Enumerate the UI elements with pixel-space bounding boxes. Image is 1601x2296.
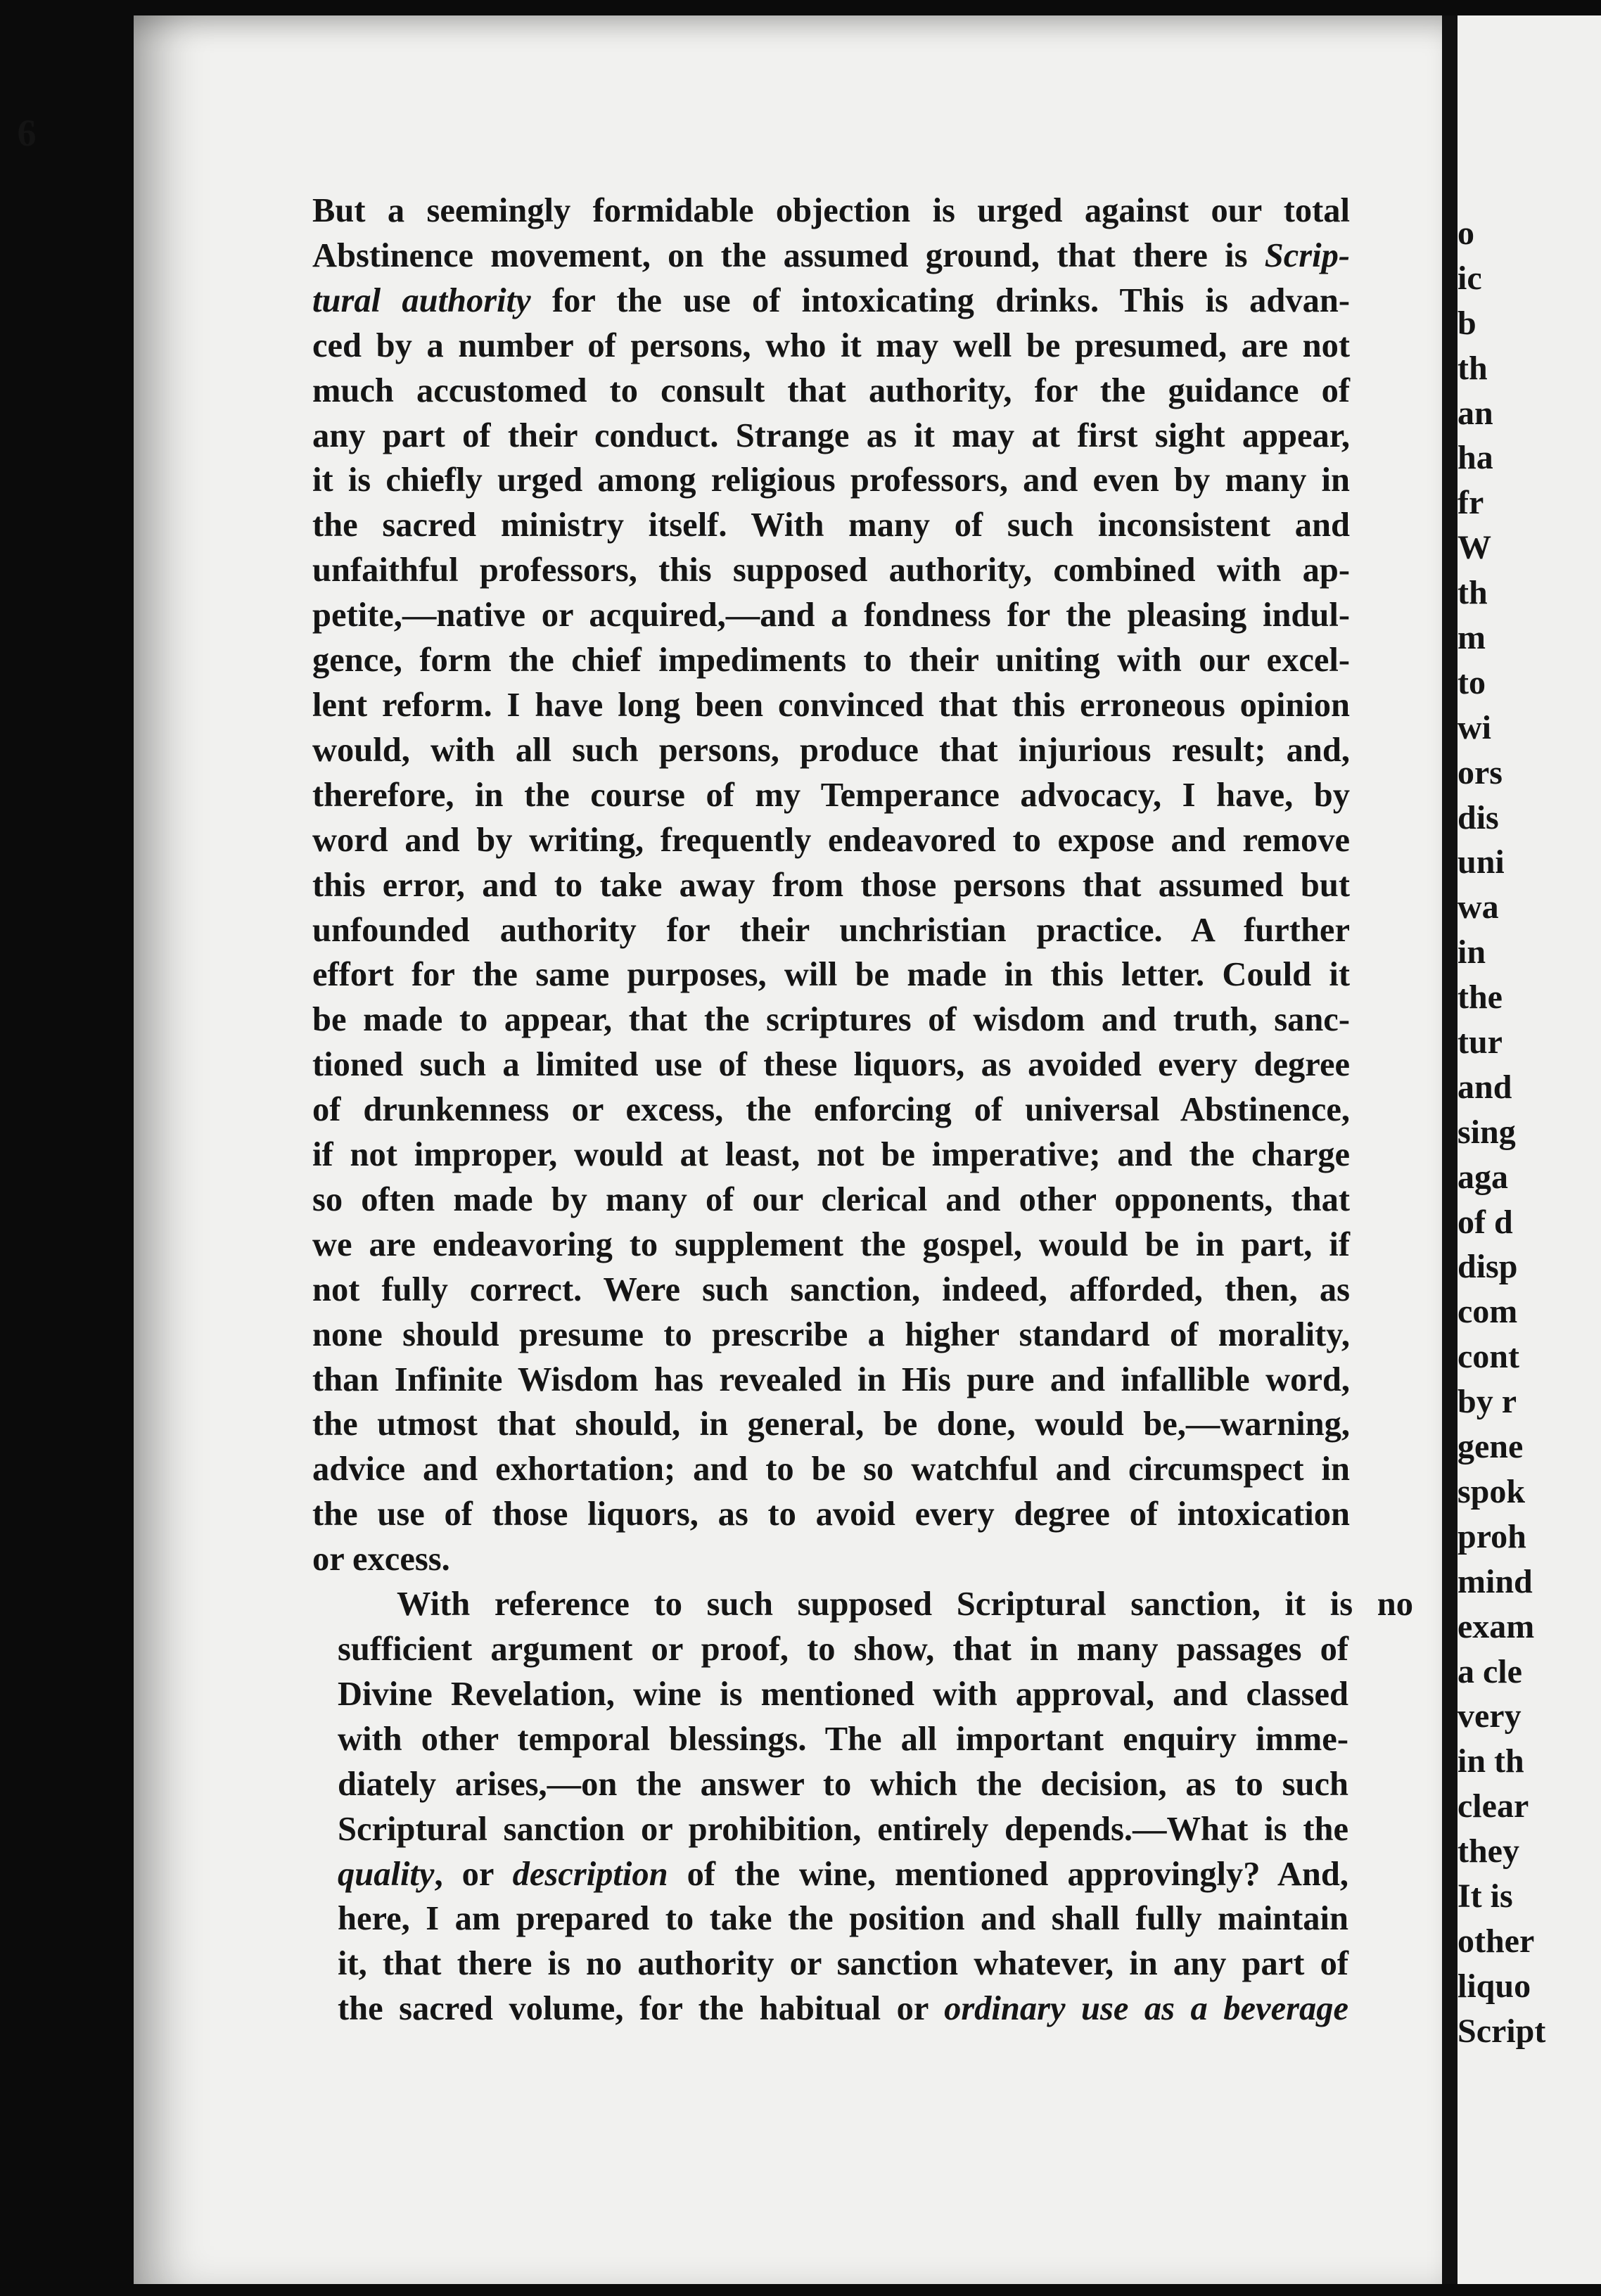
text-line: unfaithful professors, this supposed authority, combined with ap- — [312, 551, 1350, 589]
facing-text-fragment: gene — [1458, 1428, 1524, 1466]
text-line: none should presume to prescribe a higher standard of morality, — [312, 1315, 1350, 1353]
facing-text-fragment: to — [1458, 663, 1486, 701]
text-line: therefore, in the course of my Temperance advocacy, I have, by — [312, 776, 1350, 814]
facing-text-fragment: fr — [1458, 484, 1484, 522]
text-line: word and by writing, frequently endeavored to expose and remove — [312, 821, 1350, 859]
text-line: this error, and to take away from those persons that assumed but — [312, 866, 1350, 904]
text-line: with other temporal blessings. The all important enquiry imme- — [338, 1720, 1348, 1758]
facing-text-fragment: o — [1458, 215, 1474, 252]
text-line: than Infinite Wisdom has revealed in His pure and infallible word, — [312, 1360, 1350, 1398]
facing-text-fragment: dis — [1458, 798, 1499, 836]
text-line: unfounded authority for their unchristian practice. A further — [312, 911, 1350, 949]
text-line: the use of those liquors, as to avoid every degree of intoxication — [312, 1495, 1350, 1533]
page-gutter — [1442, 15, 1458, 2284]
facing-text-fragment: very — [1458, 1697, 1522, 1735]
text-line: advice and exhortation; and to be so watchful and circumspect in — [312, 1450, 1350, 1488]
page-number: 6 — [17, 112, 37, 154]
facing-text-fragment: and — [1458, 1068, 1512, 1106]
paragraph — [312, 189, 1350, 1582]
text-line: petite,—native or acquired,—and a fondness for the pleasing indul- — [312, 597, 1350, 634]
facing-text-fragment: an — [1458, 394, 1493, 432]
text-line: here, I am prepared to take the position and shall fully maintain — [338, 1900, 1348, 1938]
text-line: sufficient argument or proof, to show, that in many passages of — [338, 1631, 1348, 1668]
facing-text-fragment: they — [1458, 1832, 1519, 1870]
text-line: ced by a number of persons, who it may well be presumed, are not — [312, 326, 1350, 364]
text-line: of drunkenness or excess, the enforcing of universal Abstinence, — [312, 1091, 1350, 1129]
text-line: the utmost that should, in general, be done, would be,—warning, — [312, 1405, 1350, 1443]
text-line: so often made by many of our clerical and other opponents, that — [312, 1180, 1350, 1218]
facing-text-fragment: ors — [1458, 753, 1503, 791]
facing-text-fragment: th — [1458, 574, 1488, 612]
text-line: if not improper, would at least, not be imperative; and the charge — [312, 1136, 1350, 1174]
text-line: Abstinence movement, on the assumed ground, that there is Scrip- — [312, 236, 1350, 274]
facing-text-fragment: It is — [1458, 1877, 1513, 1915]
facing-text-fragment: com — [1458, 1293, 1518, 1331]
text-line: the sacred volume, for the habitual or ordinary use as a beverage — [338, 1990, 1349, 2028]
body-text — [312, 189, 1413, 2032]
text-line: diately arises,—on the answer to which the decision, as to such — [338, 1765, 1348, 1803]
facing-text-fragment: wa — [1458, 888, 1499, 926]
facing-text-fragment: ha — [1458, 439, 1493, 477]
text-line: But a seemingly formidable objection is urged against our total — [312, 192, 1350, 229]
facing-text-fragment: aga — [1458, 1158, 1508, 1196]
facing-text-fragment: cont — [1458, 1338, 1519, 1376]
text-line: the sacred ministry itself. With many of such inconsistent and — [312, 506, 1350, 544]
text-line: lent reform. I have long been convinced that this erroneous opinion — [312, 686, 1350, 724]
text-line: quality, or description of the wine, mentioned approvingly? And, — [338, 1855, 1348, 1893]
text-line: tioned such a limited use of these liquors, as avoided every degree — [312, 1046, 1350, 1084]
facing-text-fragment: exam — [1458, 1607, 1535, 1645]
text-line: would, with all such persons, produce that injurious result; and, — [312, 731, 1350, 769]
text-line: Scriptural sanction or prohibition, entirely depends.—What is the — [338, 1810, 1348, 1848]
text-line: any part of their conduct. Strange as it may at first sight appear, — [312, 416, 1350, 454]
facing-text-fragment: liquo — [1458, 1967, 1531, 2005]
facing-text-fragment: disp — [1458, 1248, 1518, 1286]
facing-text-fragment: proh — [1458, 1517, 1526, 1555]
facing-text-fragment: the — [1458, 978, 1503, 1016]
text-line: tural authority for the use of intoxicating drinks. This is advan- — [312, 281, 1351, 319]
facing-text-fragment: th — [1458, 349, 1488, 387]
facing-text-fragment: b — [1458, 304, 1476, 342]
facing-text-fragment: in th — [1458, 1742, 1524, 1780]
paragraph — [312, 1582, 1413, 2032]
facing-text-fragment: uni — [1458, 843, 1505, 881]
facing-text-fragment: ic — [1458, 259, 1482, 297]
text-line: effort for the same purposes, will be made in this letter. Could it — [312, 956, 1350, 994]
facing-text-fragment: in — [1458, 933, 1486, 971]
facing-text-fragment: m — [1458, 619, 1486, 657]
text-line: gence, form the chief impediments to their uniting with our excel- — [312, 642, 1350, 680]
text-line: much accustomed to consult that authority, for the guidance of — [312, 371, 1350, 409]
facing-text-fragment: spok — [1458, 1472, 1526, 1510]
facing-text-fragment: Script — [1458, 2012, 1546, 2050]
facing-text-fragment: clear — [1458, 1787, 1529, 1825]
text-line: be made to appear, that the scriptures of wisdom and truth, sanc- — [312, 1001, 1350, 1039]
text-line: it, that there is no authority or sanction whatever, in any part of — [338, 1945, 1348, 1983]
facing-text-fragment: wi — [1458, 708, 1491, 746]
facing-text-fragment: other — [1458, 1922, 1535, 1960]
facing-text-fragment: a cle — [1458, 1652, 1522, 1690]
facing-text-fragment: W — [1458, 529, 1491, 567]
text-line: not fully correct. Were such sanction, indeed, afforded, then, as — [312, 1270, 1350, 1308]
facing-text-fragment: by r — [1458, 1383, 1517, 1421]
text-line: it is chiefly urged among religious professors, and even by many in — [312, 461, 1350, 499]
text-line: Divine Revelation, wine is mentioned with approval, and classed — [338, 1675, 1348, 1713]
facing-page-text — [1458, 211, 1545, 2054]
facing-text-fragment: sing — [1458, 1113, 1516, 1151]
facing-text-fragment: of d — [1458, 1203, 1513, 1241]
facing-text-fragment: tur — [1458, 1023, 1503, 1061]
facing-text-fragment: mind — [1458, 1562, 1533, 1600]
text-line: we are endeavoring to supplement the gospel, would be in part, if — [312, 1225, 1350, 1263]
text-line: or excess. — [312, 1541, 450, 1579]
text-line: With reference to such supposed Scriptural sanction, it is no — [397, 1586, 1413, 1624]
